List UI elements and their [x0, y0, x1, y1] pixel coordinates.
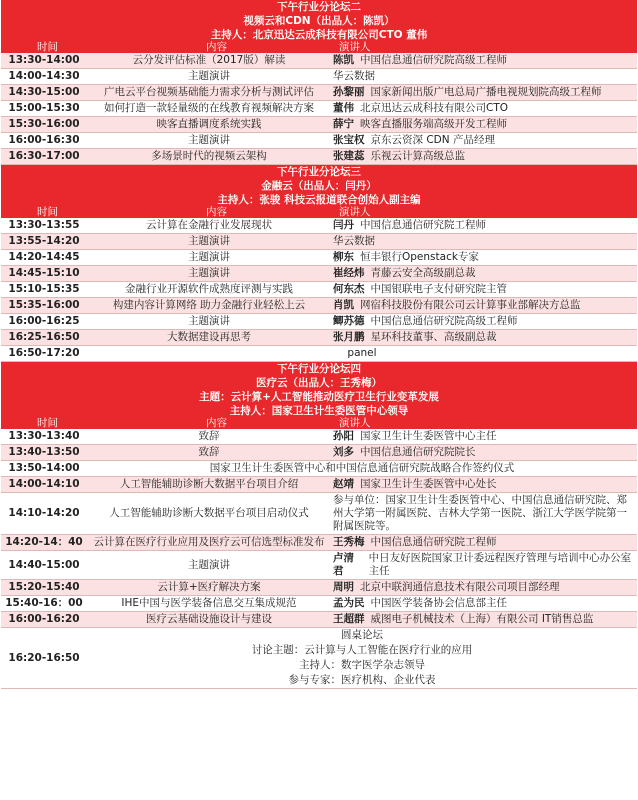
row-time: 15:10-15:35: [8, 283, 80, 295]
speaker-org: 北京中联润通信息技术有限公司项目部经理: [360, 581, 560, 593]
row-topic: 云计算+医疗解决方案: [157, 581, 261, 593]
speaker-org: 国家卫生计生委医管中心主任: [360, 430, 497, 442]
row-topic: 人工智能辅助诊断大数据平台项目启动仪式: [109, 507, 309, 519]
speaker-name: 肖凯: [333, 299, 354, 311]
speaker-org: 网宿科技股份有限公司云计算事业部解决方总监: [360, 299, 581, 311]
speaker-name: 张建蕊: [333, 150, 365, 162]
speaker-name: 王秀梅: [333, 536, 365, 548]
row-time: 15:20-15:40: [8, 581, 80, 593]
table-row: [1, 234, 637, 250]
speaker-name: 何东杰: [333, 283, 365, 295]
speaker-org: 青藤云安全高级副总裁: [370, 267, 476, 279]
row-time: 13:30-14:00: [8, 54, 80, 66]
table-row: [1, 149, 637, 165]
row-time: 13:50-14:00: [8, 462, 80, 474]
speaker-name: 崔经炜: [333, 267, 365, 279]
column-header: [1, 418, 637, 429]
column-header: [1, 42, 637, 53]
row-time: 14:00-14:30: [8, 70, 80, 82]
table-row: [1, 429, 637, 445]
speaker-name: 赵靖: [333, 478, 354, 490]
forum-title: 下午行业分论坛二: [1, 0, 637, 14]
speaker-org: 中国信息通信研究院院长: [360, 446, 476, 458]
table-row: [1, 218, 637, 234]
row-time: 14:20-14:45: [8, 251, 80, 263]
row-topic: 主题演讲: [188, 267, 230, 279]
col-topic: 内容: [206, 417, 227, 429]
row-topic: 医疗云基础设施设计与建设: [146, 613, 272, 625]
col-time: 时间: [37, 41, 58, 53]
table-row: [1, 266, 637, 282]
col-time: 时间: [37, 417, 58, 429]
row-time: 14:20-14：40: [5, 536, 83, 548]
speaker-org: 乐视云计算高级总监: [370, 150, 465, 162]
row-topic: 大数据建设再思考: [167, 331, 251, 343]
col-speaker: 演讲人: [339, 417, 371, 429]
row-time: 14:45-15:10: [8, 267, 80, 279]
row-time: 15:00-15:30: [8, 102, 80, 114]
table-row: [1, 101, 637, 117]
speaker-name: 孙黎丽: [333, 86, 365, 98]
speaker-name: 陈凯: [333, 54, 354, 66]
forum-host: 主持人：国家卫生计生委医管中心领导: [1, 404, 637, 418]
speaker-name: 孙阳: [333, 430, 354, 442]
roundtable-title: 圆桌论坛: [341, 629, 383, 641]
row-topic: 广电云平台视频基础能力需求分析与测试评估: [104, 86, 314, 98]
row-time: 16:00-16:20: [8, 613, 80, 625]
row-topic: 主题演讲: [188, 70, 230, 82]
row-time: 13:55-14:20: [8, 235, 80, 247]
table-row: [1, 330, 637, 346]
speaker-name: 张宝权: [333, 134, 365, 146]
table-row: [1, 346, 637, 362]
row-topic: 云计算在金融行业发展现状: [146, 219, 272, 231]
table-row: [1, 117, 637, 133]
row-topic: IHE中国与医学装备信息交互集成规范: [121, 597, 297, 609]
speaker-name: 鲫苏德: [333, 315, 365, 327]
row-topic: 云计算在医疗行业应用及医疗云可信选型标准发布: [93, 536, 325, 548]
forum-4: [1, 362, 637, 689]
speaker-org: 华云数据: [333, 70, 375, 82]
speaker-name: 周明: [333, 581, 354, 593]
speaker-org: 参与单位：国家卫生计生委医管中心、中国信息通信研究院、郑州大学第一附属医院、吉林大学第一医院、浙江大学医学院第一附属医院等。: [333, 494, 627, 532]
col-speaker: 演讲人: [339, 41, 371, 53]
speaker-name: 王超群: [333, 613, 365, 625]
speaker-org: 国家卫生计生委医管中心处长: [360, 478, 497, 490]
row-time: 15:30-16:00: [8, 118, 80, 130]
roundtable-experts: 参与专家：医疗机构、企业代表: [288, 674, 436, 686]
speaker-org: 京东云资深 CDN 产品经理: [370, 134, 495, 146]
row-topic: 人工智能辅助诊断大数据平台项目介绍: [119, 478, 299, 490]
speaker-org: 中日友好医院国家卫计委远程医疗管理与培训中心办公室主任: [368, 552, 632, 577]
row-time: 14:30-15:00: [8, 86, 80, 98]
speaker-name: 闫丹: [333, 219, 354, 231]
table-row: [1, 493, 637, 535]
roundtable-topic: 讨论主题：云计算与人工智能在医疗行业的应用: [251, 644, 473, 656]
row-topic: 主题演讲: [188, 315, 230, 327]
row-topic: 致辞: [198, 446, 220, 458]
table-row: [1, 612, 637, 628]
row-time: 13:40-13:50: [8, 446, 80, 458]
row-time: 16:25-16:50: [8, 331, 80, 343]
speaker-org: 星环科技董事、高级副总裁: [370, 331, 497, 343]
speaker-name: 张月鹏: [333, 331, 365, 343]
table-row: [1, 535, 637, 551]
table-row: [1, 551, 637, 580]
table-row: [1, 85, 637, 101]
table-row: [1, 282, 637, 298]
row-panel: panel: [347, 347, 377, 359]
row-time: 15:40-16：00: [5, 597, 83, 609]
row-topic: 如何打造一款轻量级的在线教育视频解决方案: [104, 102, 314, 114]
row-topic: 主题演讲: [188, 558, 230, 571]
table-row: [1, 477, 637, 493]
row-topic: 主题演讲: [188, 235, 230, 247]
col-topic: 内容: [206, 41, 227, 53]
speaker-name: 孟为民: [333, 597, 365, 609]
row-time: 14:00-14:10: [8, 478, 80, 490]
speaker-name: 刘多: [333, 446, 354, 458]
row-topic: 多场景时代的视频云架构: [151, 150, 267, 162]
table-row: [1, 580, 637, 596]
row-time: 15:35-16:00: [8, 299, 80, 311]
row-time: 13:30-13:40: [8, 430, 80, 442]
table-row: [1, 53, 637, 69]
col-time: 时间: [37, 206, 58, 218]
speaker-org: 国家新闻出版广电总局广播电视规划院高级工程师: [370, 86, 602, 98]
row-time: 16:00-16:25: [8, 315, 80, 327]
forum-subtitle: 医疗云（出品人：王秀梅）: [1, 376, 637, 390]
row-time: 14:10-14:20: [8, 507, 80, 519]
speaker-name: 卢清君: [333, 552, 354, 577]
row-topic: 映客直播调度系统实践: [156, 118, 262, 130]
row-time: 16:30-17:00: [8, 150, 80, 162]
row-time: 16:20-16:50: [8, 651, 80, 664]
speaker-org: 中国信息通信研究院高级工程师: [360, 54, 507, 66]
table-row: [1, 69, 637, 85]
forum-title: 下午行业分论坛三: [1, 165, 637, 179]
row-signing: 国家卫生计生委医管中心和中国信息通信研究院战略合作签约仪式: [209, 462, 515, 474]
forum-title: 下午行业分论坛四: [1, 362, 637, 376]
table-row: [1, 596, 637, 612]
speaker-name: 董伟: [333, 102, 354, 114]
speaker-org: 中国信息通信研究院工程师: [360, 219, 486, 231]
speaker-name: 薛宁: [333, 118, 354, 130]
speaker-name: 柳东: [333, 251, 354, 263]
forum-subtitle: 视频云和CDN（出品人：陈凯）: [1, 14, 637, 28]
row-topic: 金融行业开源软件成熟度评测与实践: [125, 283, 293, 295]
forum-theme: 主题：云计算+人工智能推动医疗卫生行业变革发展: [1, 390, 637, 404]
roundtable-host: 主持人：数字医学杂志领导: [299, 659, 425, 671]
row-time: 16:00-16:30: [8, 134, 80, 146]
col-speaker: 演讲人: [339, 206, 371, 218]
speaker-org: 中国银联电子支付研究院主管: [370, 283, 507, 295]
row-topic: 主题演讲: [188, 134, 230, 146]
forum-host: 主持人：北京迅达云成科技有限公司CTO 董伟: [1, 28, 637, 42]
speaker-org: 华云数据: [333, 235, 375, 247]
row-time: 13:30-13:55: [8, 219, 80, 231]
row-topic: 主题演讲: [188, 251, 230, 263]
row-topic: 构建内容计算网络 助力金融行业轻松上云: [112, 299, 306, 311]
roundtable-row: [1, 628, 637, 689]
forum-3: [1, 165, 637, 362]
speaker-org: 映客直播服务端高级开发工程师: [360, 118, 507, 130]
speaker-org: 恒丰银行Openstack专家: [360, 251, 479, 263]
row-topic: 云分发评估标准（2017版）解读: [132, 54, 286, 66]
row-time: 16:50-17:20: [8, 347, 80, 359]
table-row: [1, 314, 637, 330]
table-row: [1, 133, 637, 149]
table-row: [1, 461, 637, 477]
row-topic: 致辞: [198, 430, 220, 442]
speaker-org: 中国信息通信研究院高级工程师: [370, 315, 518, 327]
forum-subtitle: 金融云（出品人：闫丹）: [1, 179, 637, 193]
row-time: 14:40-15:00: [8, 558, 80, 571]
table-row: [1, 250, 637, 266]
speaker-org: 中国医学装备协会信息部主任: [370, 597, 507, 609]
forum-2: [1, 0, 637, 165]
speaker-org: 威图电子机械技术（上海）有限公司 IT销售总监: [370, 613, 594, 625]
forum-host: 主持人：张骏 科技云报道联合创始人副主编: [1, 193, 637, 207]
speaker-org: 北京迅达云成科技有限公司CTO: [360, 102, 509, 114]
speaker-org: 中国信息通信研究院工程师: [370, 536, 497, 548]
table-row: [1, 298, 637, 314]
column-header: [1, 207, 637, 218]
table-row: [1, 445, 637, 461]
col-topic: 内容: [206, 206, 227, 218]
